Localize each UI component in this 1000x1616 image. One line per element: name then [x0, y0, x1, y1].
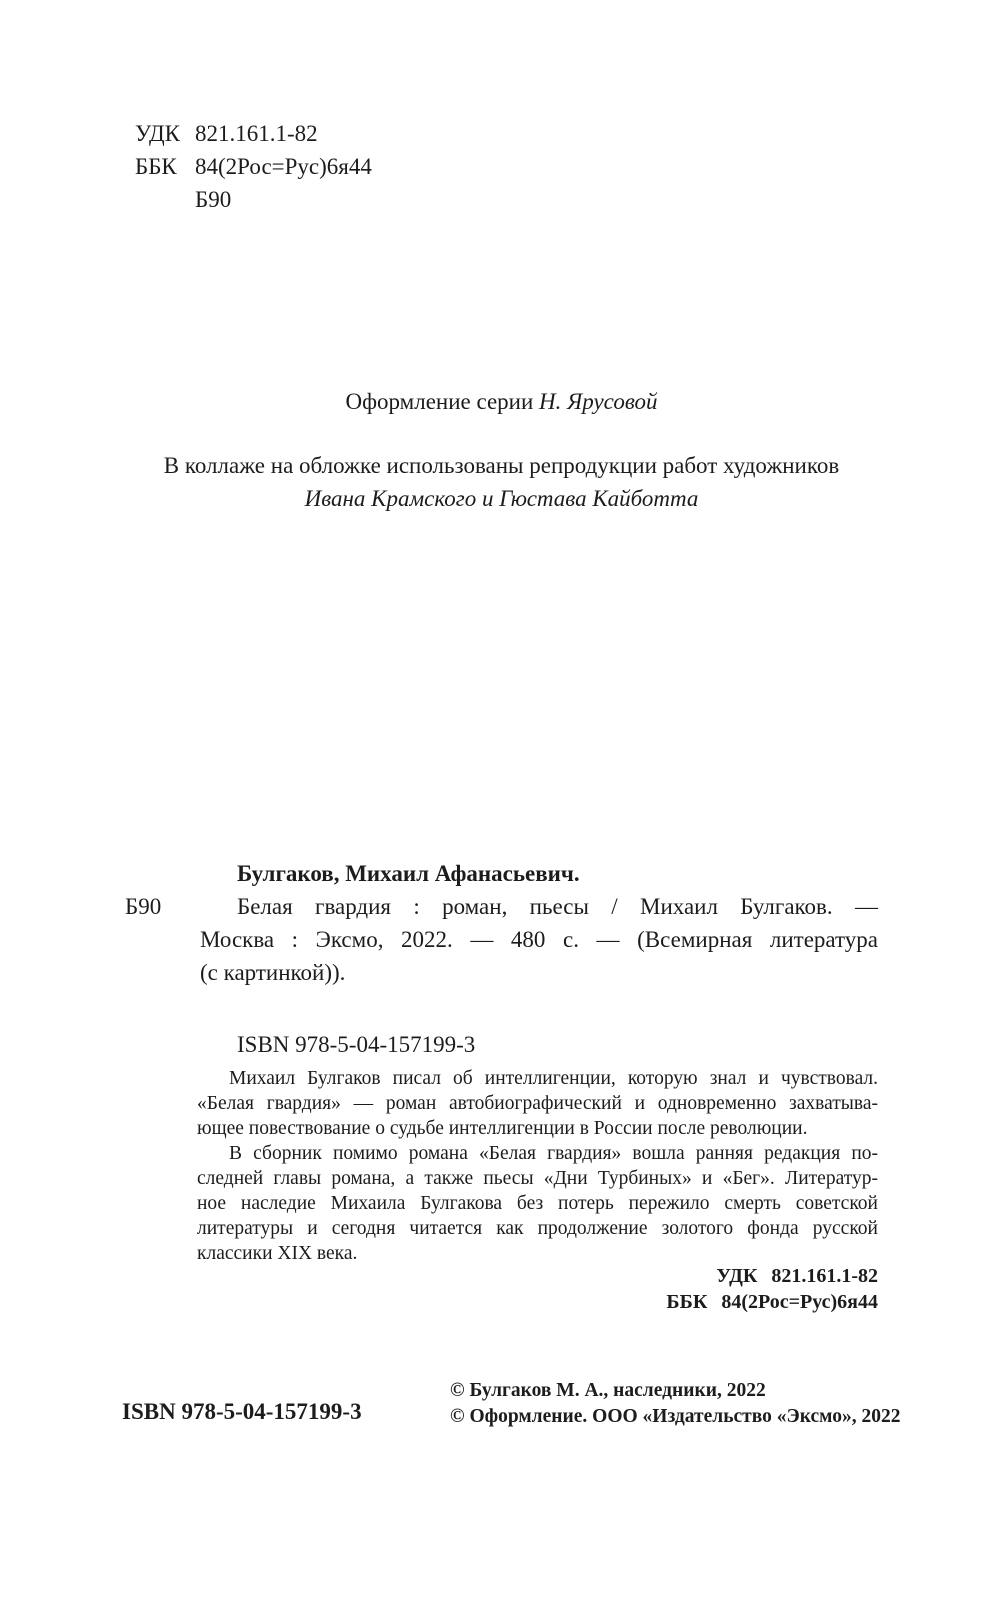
annotation-line: ное наследие Михаила Булгакова без потерь пережило смерть советской: [197, 1193, 878, 1214]
author-sign-card: Б90: [125, 894, 162, 919]
series-designer-prefix: Оформление серии: [345, 389, 540, 414]
catalog-card-line: (с картинкой)).: [200, 960, 346, 985]
annotation-block: [197, 1066, 878, 1266]
annotation-line: ющее повествование о судьбе интеллигенции в России после революции.: [197, 1118, 808, 1139]
bbk-value-bottom: 84(2Рос=Рус)6я44: [721, 1291, 878, 1313]
udk-value-bottom: 821.161.1-82: [771, 1265, 878, 1287]
classification-codes-bottom: [666, 1263, 878, 1315]
series-credit-note: [125, 385, 878, 515]
cover-credit-line: В коллаже на обложке использованы репродукции работ художников: [163, 453, 840, 478]
isbn-line-card: ISBN 978-5-04-157199-3: [237, 1032, 476, 1057]
author-sign-top: [135, 183, 372, 216]
catalog-card-line: Москва : Эксмо, 2022. — 480 с. — (Всемирная литература: [200, 927, 878, 952]
annotation-line: литературы и сегодня читается как продолжение золотого фонда русской: [197, 1218, 878, 1239]
udk-label: УДК: [135, 121, 180, 146]
annotation-line: Михаил Булгаков писал об интеллигенции, которую знал и чувствовал.: [229, 1068, 878, 1089]
bbk-code-top: [135, 150, 372, 183]
annotation-paragraph-2: [197, 1141, 878, 1266]
annotation-line: классики XIX века.: [197, 1243, 358, 1264]
series-designer-line: [125, 385, 878, 418]
annotation-line: следней главы романа, а также пьесы «Дни Турбиных» и «Бег». Литератур-: [197, 1168, 878, 1189]
copyright-publisher-line: © Оформление. ООО «Издательство «Эксмо», 2022: [450, 1405, 901, 1427]
series-designer-name: Н. Ярусовой: [539, 389, 658, 414]
annotation-line: «Белая гвардия» — роман автобиографический и одновременно захватыва-: [197, 1093, 878, 1114]
bbk-label: ББК: [135, 154, 177, 179]
author-sign-value: Б90: [195, 187, 232, 212]
udk-code-bottom: [666, 1263, 878, 1289]
bbk-value: 84(2Рос=Рус)6я44: [195, 154, 372, 179]
catalog-card: [200, 857, 878, 1061]
udk-label-bottom: УДК: [716, 1265, 758, 1287]
copyright-author-line: © Булгаков М. А., наследники, 2022: [450, 1380, 766, 1401]
copyright-block: [450, 1378, 900, 1429]
classification-codes-top: [135, 117, 372, 216]
author-sign-spacer: [135, 183, 195, 216]
catalog-card-line: Белая гвардия : роман, пьесы / Михаил Булгаков. —: [237, 894, 878, 919]
udk-code-top: [135, 117, 372, 150]
udk-value: 821.161.1-82: [195, 121, 318, 146]
bbk-code-bottom: [666, 1289, 878, 1315]
annotation-line: В сборник помимо романа «Белая гвардия» вошла ранняя редакция по-: [229, 1143, 878, 1164]
annotation-paragraph-1: [197, 1066, 878, 1141]
isbn-line-bottom: ISBN 978-5-04-157199-3: [122, 1399, 362, 1424]
catalog-card-author-heading: Булгаков, Михаил Афанасьевич.: [237, 861, 580, 886]
cover-artists-line: Ивана Крамского и Гюстава Кайботта: [304, 486, 699, 511]
bbk-label-bottom: ББК: [666, 1291, 708, 1313]
